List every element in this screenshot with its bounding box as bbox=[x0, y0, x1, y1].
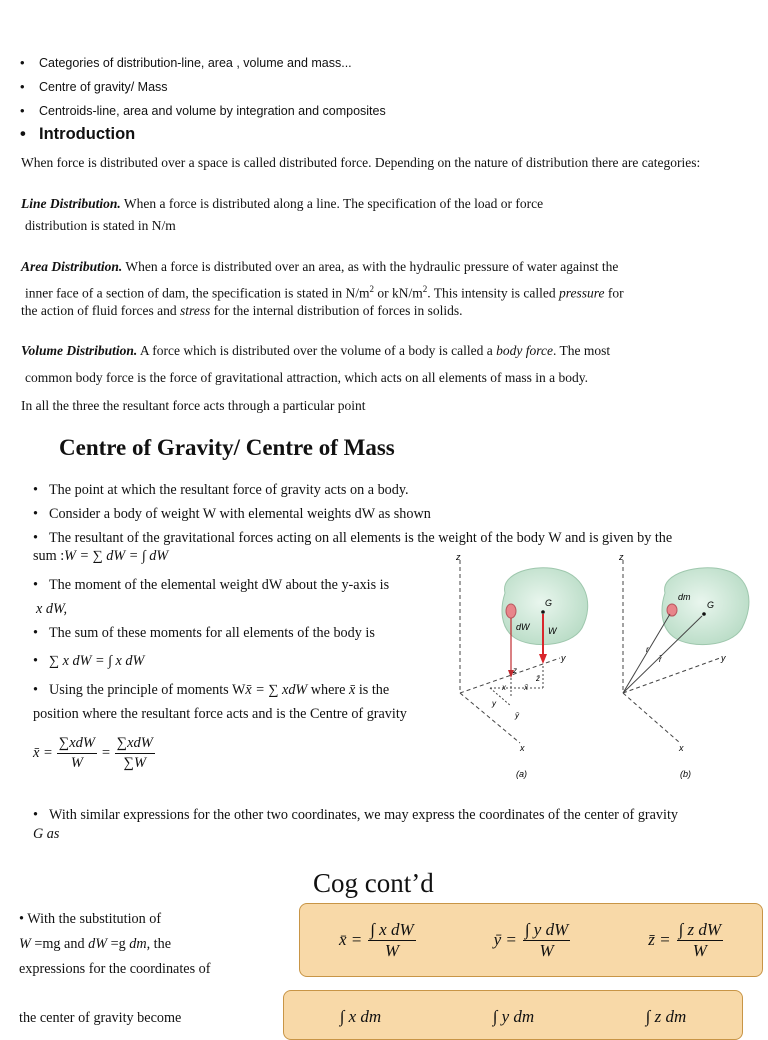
bullet: • bbox=[20, 103, 25, 118]
line-distribution bbox=[21, 195, 751, 213]
ybar-formula bbox=[494, 920, 571, 961]
area-distribution bbox=[21, 258, 751, 276]
centre-of-gravity-figure bbox=[450, 548, 750, 783]
superscript: 2 bbox=[422, 284, 428, 294]
frac-den: ∑W bbox=[123, 755, 147, 771]
y-label: y bbox=[721, 653, 726, 663]
zbar-formula bbox=[648, 920, 723, 961]
frac-den: W bbox=[692, 940, 707, 960]
contd-text: expressions for the coordinates of bbox=[19, 961, 211, 977]
point-g bbox=[702, 612, 706, 616]
frac-den: W bbox=[384, 940, 400, 960]
frac-num: ∫ x dW bbox=[370, 919, 414, 939]
figure-b bbox=[618, 552, 749, 779]
fraction bbox=[57, 734, 97, 773]
area-frag: the action of fluid forces and bbox=[21, 303, 180, 318]
cog-weight-formula-box bbox=[299, 903, 763, 977]
element-dm bbox=[667, 604, 677, 616]
bullet-text: sum : bbox=[33, 548, 65, 564]
topic-item bbox=[20, 55, 352, 70]
volume-frag: . The most bbox=[552, 343, 611, 358]
topic-text: Centroids-line, area and volume by integration and composites bbox=[39, 104, 386, 118]
bullet: • bbox=[20, 79, 25, 94]
moment-sum-equation: ∑ x dW = ∫ x dW bbox=[49, 653, 145, 669]
frac-num: ∑xdW bbox=[115, 734, 155, 754]
bullet-text-cont: position where the resultant force acts and is the Centre of gravity bbox=[33, 706, 407, 722]
contd-frag: , the bbox=[146, 936, 171, 952]
formula-lhs: ȳ = bbox=[493, 930, 517, 949]
xbar-symbol: x̄ bbox=[245, 682, 252, 698]
zbar-dim: z̄ bbox=[536, 674, 540, 683]
moment-equation: = ∑ xdW bbox=[251, 682, 308, 698]
intro-closing: In all the three the resultant force acts through a particular point bbox=[21, 398, 366, 413]
introduction-heading: • Introduction bbox=[20, 125, 136, 143]
contd-frag: dW bbox=[88, 936, 108, 952]
mass-formula-num: ∫ x dm bbox=[339, 1007, 382, 1026]
cog-bullet: • Consider a body of weight W with elemental weights dW as shown bbox=[33, 506, 431, 522]
area-text-3 bbox=[21, 302, 751, 320]
area-title: Area Distribution. bbox=[21, 259, 123, 274]
mass-formula-num: ∫ z dm bbox=[645, 1007, 687, 1026]
cog-bullet: • Using the principle of moments Wx̄ = ∑ xdW where x̄ is the bbox=[33, 682, 390, 698]
mass-formula-num: ∫ y dm bbox=[492, 1007, 535, 1026]
area-text: When a force is distributed over an area, as with the hydraulic pressure of water against the bbox=[122, 259, 619, 274]
frac-num: ∑xdW bbox=[57, 734, 97, 754]
contd-frag: W bbox=[19, 936, 31, 952]
y-axis bbox=[623, 658, 720, 693]
element-dw bbox=[506, 604, 516, 618]
z-label: z bbox=[619, 552, 624, 562]
contd-text: • With the substitution of bbox=[19, 911, 162, 927]
frac-num: ∫ y dW bbox=[524, 919, 569, 939]
cog-bullet: • With similar expressions for the other two coordinates, we may express the coordinates of the center of gravity bbox=[33, 807, 679, 823]
area-text-2 bbox=[25, 280, 755, 303]
caption-b: (b) bbox=[680, 769, 691, 779]
x-label: x bbox=[679, 743, 684, 753]
caption-a: (a) bbox=[516, 769, 527, 779]
volume-frag: A force which is distributed over the volume of a body is called a bbox=[137, 343, 497, 358]
cog-bullet-cont bbox=[33, 825, 59, 844]
frac-den: W bbox=[539, 940, 554, 960]
volume-title: Volume Distribution. bbox=[21, 343, 138, 358]
line-text: When a force is distributed along a line. The specification of the load or force bbox=[120, 196, 544, 211]
g-label: G bbox=[707, 600, 715, 610]
frac-den: W bbox=[70, 755, 83, 771]
eq-lhs: x̄ = bbox=[33, 745, 53, 761]
rbar-label: r̄ bbox=[659, 655, 662, 664]
area-frag: . This intensity is called bbox=[427, 285, 560, 301]
xbar-equation bbox=[33, 734, 155, 773]
superscript: 2 bbox=[369, 284, 375, 294]
x-axis bbox=[623, 693, 680, 743]
ybar-dim: ȳ bbox=[515, 711, 519, 720]
frac-num: ∫ z dW bbox=[678, 919, 722, 939]
stress-term: stress bbox=[179, 303, 211, 318]
contd-text: the center of gravity become bbox=[19, 1010, 182, 1026]
volume-text-2: common body force is the force of gravitational attraction, which acts on all elements of mass in a body. bbox=[25, 370, 588, 385]
bullet-text: Using the principle of moments W bbox=[49, 682, 246, 698]
heading-text: Introduction bbox=[39, 125, 136, 143]
x-dim: x bbox=[502, 683, 506, 692]
line-title: Line Distribution. bbox=[21, 196, 121, 211]
volume-distribution bbox=[21, 342, 751, 360]
fraction bbox=[677, 920, 723, 961]
intro-lead: When force is distributed over a space is called distributed force. Depending on the nature of distribution there are categories: bbox=[21, 155, 701, 170]
contd-frag: =g bbox=[107, 936, 130, 952]
bullet-text: is the bbox=[355, 682, 390, 698]
fraction bbox=[523, 920, 570, 961]
formula-lhs: x̄ = bbox=[338, 930, 363, 949]
z-dim: z bbox=[513, 666, 517, 675]
eq-sign: = bbox=[100, 745, 111, 761]
figure-a bbox=[455, 552, 588, 779]
cog-heading: Centre of Gravity/ Centre of Mass bbox=[59, 435, 395, 460]
dm-label: dm bbox=[678, 592, 691, 602]
cog-bullet: • The sum of these moments for all elements of the body is bbox=[33, 625, 375, 641]
bullet-text: G as bbox=[33, 826, 60, 842]
cog-contd-heading: Cog cont’d bbox=[313, 868, 434, 898]
area-frag: or kN/m bbox=[374, 285, 423, 301]
fraction bbox=[368, 920, 415, 961]
contd-frag: =mg and bbox=[30, 936, 89, 952]
y-dim: y bbox=[492, 699, 496, 708]
contd-frag: dm bbox=[129, 936, 147, 952]
area-frag: for bbox=[604, 285, 624, 301]
line-text-2: distribution is stated in N/m bbox=[25, 218, 176, 233]
bullet-text: With similar expressions for the other two coordinates, we may express the coordinates of the center of gravity bbox=[49, 807, 679, 823]
area-frag: inner face of a section of dam, the specification is stated in N/m bbox=[25, 285, 370, 301]
x-label: x bbox=[520, 743, 525, 753]
xbar-formula bbox=[339, 920, 416, 961]
bullet-text: The point at which the resultant force of gravity acts on a body. bbox=[49, 482, 409, 498]
cog-bullet: • The resultant of the gravitational forces acting on all elements is the weight of the body W and is given by the bbox=[33, 530, 673, 546]
xbar-symbol: x̄ bbox=[349, 682, 356, 698]
bullet-text: The resultant of the gravitational forces acting on all elements is the weight of the body W and is given by the bbox=[49, 530, 673, 546]
cog-bullet: • ∑ x dW = ∫ x dW bbox=[33, 653, 145, 669]
dw-label: dW bbox=[516, 622, 530, 632]
w-label: W bbox=[548, 626, 557, 636]
formula-lhs: z̄ = bbox=[648, 930, 671, 949]
cog-mass-formula-box bbox=[283, 990, 743, 1040]
moment-expr: x dW, bbox=[36, 601, 67, 617]
point-g bbox=[541, 610, 545, 614]
z-label: z bbox=[456, 552, 461, 562]
xbar-dim: x̄ bbox=[524, 683, 528, 692]
cog-bullet: • The moment of the elemental weight dW about the y-axis is bbox=[33, 577, 390, 593]
cog-bullet: • The point at which the resultant force of gravity acts on a body. bbox=[33, 482, 409, 498]
bullet-text: Consider a body of weight W with elemental weights dW as shown bbox=[49, 506, 431, 522]
sum-equation: W = ∑ dW = ∫ dW bbox=[64, 548, 169, 564]
topic-item bbox=[20, 103, 386, 118]
bullet-text: The sum of these moments for all elements of the body is bbox=[49, 625, 375, 641]
fraction bbox=[115, 734, 155, 773]
bullet-text: where bbox=[307, 682, 349, 698]
body-force-term: body force bbox=[496, 343, 553, 358]
topic-text: Centre of gravity/ Mass bbox=[39, 80, 168, 94]
bullet: • bbox=[20, 55, 25, 70]
pressure-term: pressure bbox=[559, 285, 605, 301]
area-frag: for the internal distribution of forces in solids. bbox=[210, 303, 463, 318]
y-label: y bbox=[561, 653, 566, 663]
topic-text: Categories of distribution-line, area , volume and mass... bbox=[39, 56, 352, 70]
bullet-text: The moment of the elemental weight dW about the y-axis is bbox=[49, 577, 390, 593]
topic-item bbox=[20, 79, 168, 94]
g-label: G bbox=[545, 598, 553, 608]
x-axis bbox=[460, 693, 520, 743]
r-label: r bbox=[646, 645, 649, 654]
cog-bullet-cont bbox=[33, 547, 168, 566]
